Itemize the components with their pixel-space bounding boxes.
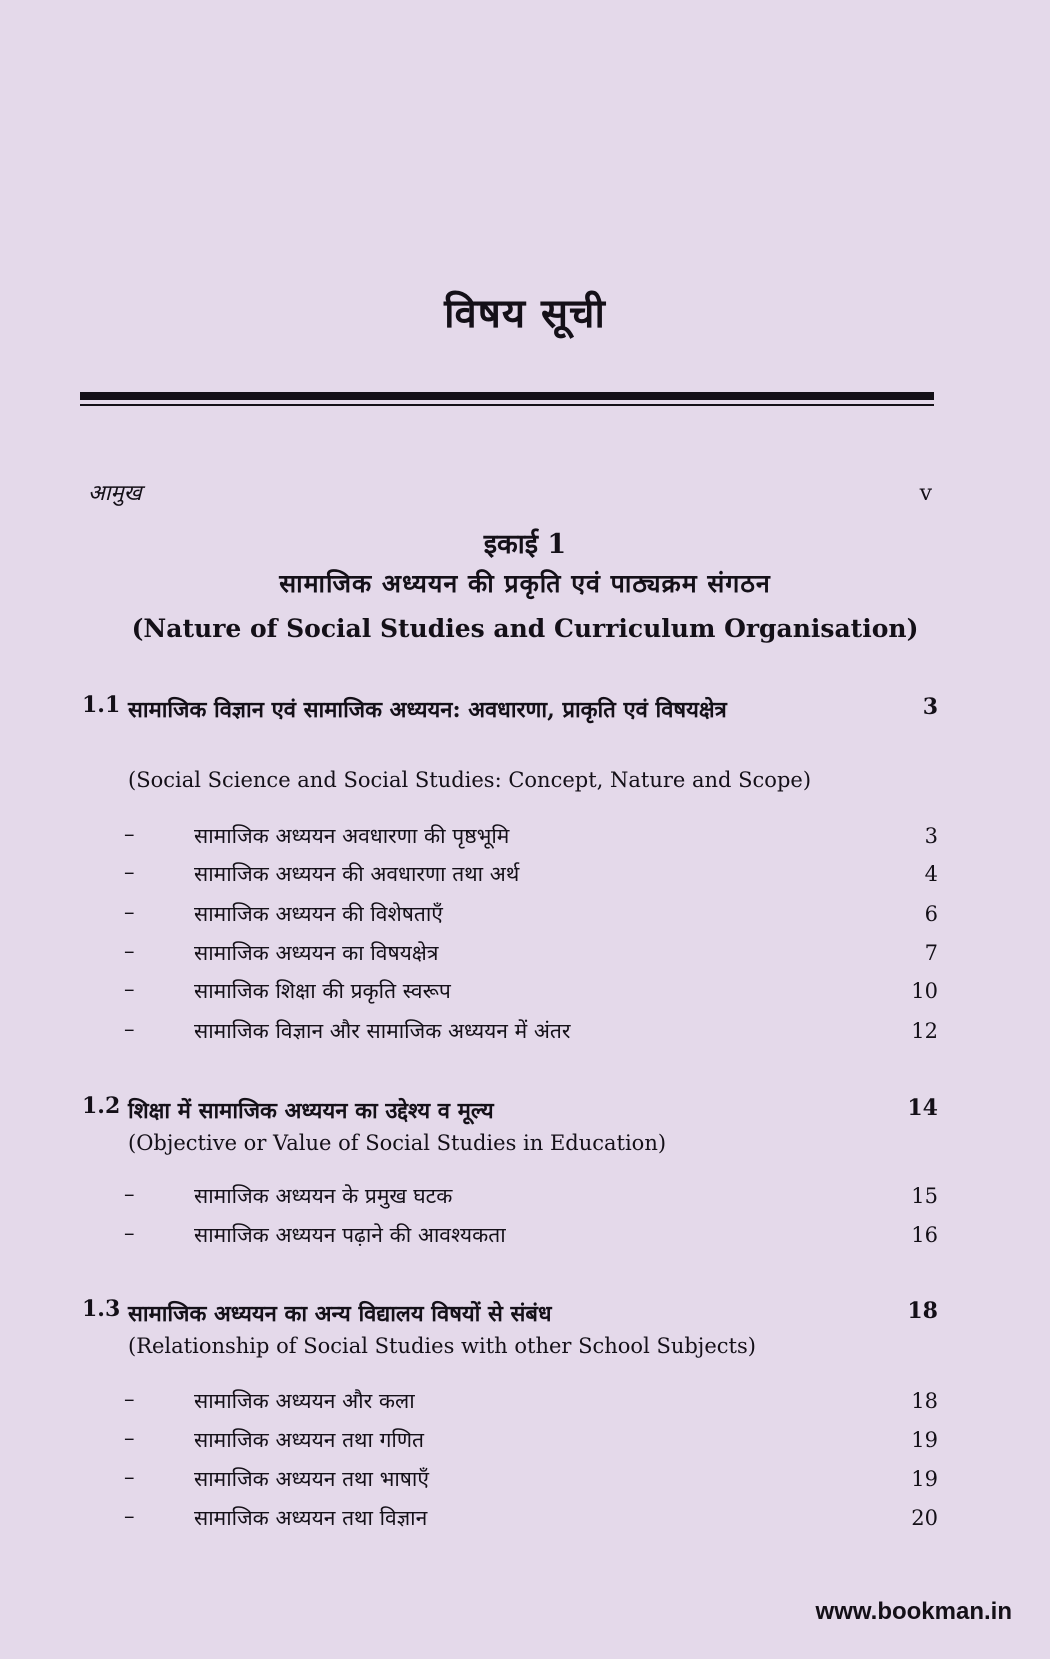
toc-item-page: 19 bbox=[911, 1467, 938, 1491]
dash-marker: – bbox=[124, 1387, 135, 1411]
toc-item-page: 20 bbox=[911, 1506, 938, 1530]
section-title: सामाजिक अध्ययन का अन्य विद्यालय विषयों से संबंध bbox=[128, 1301, 552, 1327]
toc-item-text: सामाजिक अध्ययन अवधारणा की पृष्ठभूमि bbox=[194, 824, 510, 848]
dash-marker: – bbox=[124, 977, 135, 1001]
section-title: सामाजिक विज्ञान एवं सामाजिक अध्ययन: अवधारणा, प्राकृति एवं विषयक्षेत्र bbox=[128, 697, 727, 723]
section-1-1 bbox=[82, 692, 938, 802]
toc-item-page: 7 bbox=[924, 941, 938, 965]
toc-item bbox=[82, 1182, 938, 1216]
section-title-english: (Social Science and Social Studies: Concept, Nature and Scope) bbox=[128, 768, 812, 792]
toc-item-page: 6 bbox=[924, 902, 938, 926]
toc-item-text: सामाजिक विज्ञान और सामाजिक अध्ययन में अंतर bbox=[194, 1019, 571, 1043]
toc-item-page: 10 bbox=[911, 979, 938, 1003]
dash-marker: – bbox=[124, 1504, 135, 1528]
section-page: 14 bbox=[907, 1095, 938, 1121]
section-number: 1.1 bbox=[82, 692, 121, 718]
toc-item-page: 16 bbox=[911, 1223, 938, 1247]
section-title-english: (Objective or Value of Social Studies in Education) bbox=[128, 1131, 667, 1155]
page-title: विषय सूची bbox=[444, 290, 606, 337]
dash-marker: – bbox=[124, 939, 135, 963]
toc-item bbox=[82, 1465, 938, 1499]
toc-item-text: सामाजिक अध्ययन तथा भाषाएँ bbox=[194, 1467, 429, 1491]
unit-title-hindi: सामाजिक अध्ययन की प्रकृति एवं पाठ्यक्रम संगठन bbox=[279, 569, 771, 598]
section-page: 3 bbox=[922, 694, 938, 720]
toc-item-text: सामाजिक अध्ययन के प्रमुख घटक bbox=[194, 1184, 453, 1208]
toc-item-page: 19 bbox=[911, 1428, 938, 1452]
toc-item-text: सामाजिक अध्ययन की विशेषताएँ bbox=[194, 902, 443, 926]
dash-marker: – bbox=[124, 822, 135, 846]
toc-item-text: सामाजिक अध्ययन पढ़ाने की आवश्यकता bbox=[194, 1223, 506, 1247]
toc-item-page: 15 bbox=[911, 1184, 938, 1208]
dash-marker: – bbox=[124, 1182, 135, 1206]
dash-marker: – bbox=[124, 1017, 135, 1041]
toc-item bbox=[82, 1387, 938, 1421]
toc-item bbox=[82, 900, 938, 934]
section-1-2 bbox=[82, 1093, 938, 1163]
toc-item bbox=[82, 1017, 938, 1051]
unit-number: इकाई 1 bbox=[483, 529, 567, 560]
toc-item-page: 3 bbox=[924, 824, 938, 848]
section-number: 1.3 bbox=[82, 1296, 121, 1322]
preface-page: v bbox=[919, 481, 932, 506]
dash-marker: – bbox=[124, 1426, 135, 1450]
unit-title-english: (Nature of Social Studies and Curriculum Organisation) bbox=[131, 614, 919, 643]
toc-item bbox=[82, 977, 938, 1011]
toc-item-text: सामाजिक अध्ययन तथा गणित bbox=[194, 1428, 425, 1452]
toc-item-text: सामाजिक अध्ययन तथा विज्ञान bbox=[194, 1506, 428, 1530]
section-number: 1.2 bbox=[82, 1093, 121, 1119]
title-rule-thick bbox=[80, 392, 934, 400]
toc-item bbox=[82, 1426, 938, 1460]
toc-item-text: सामाजिक शिक्षा की प्रकृति स्वरूप bbox=[194, 979, 451, 1003]
toc-item bbox=[82, 1221, 938, 1255]
preface-label: आमुख bbox=[88, 481, 142, 506]
toc-item bbox=[82, 1504, 938, 1538]
dash-marker: – bbox=[124, 1221, 135, 1245]
toc-item bbox=[82, 822, 938, 856]
toc-item-page: 12 bbox=[911, 1019, 938, 1043]
section-title: शिक्षा में सामाजिक अध्ययन का उद्देश्य व मूल्य bbox=[128, 1098, 494, 1124]
toc-item bbox=[82, 860, 938, 894]
toc-item-page: 18 bbox=[911, 1389, 938, 1413]
title-rule-thin bbox=[80, 404, 934, 406]
section-1-3 bbox=[82, 1296, 938, 1366]
dash-marker: – bbox=[124, 1465, 135, 1489]
dash-marker: – bbox=[124, 900, 135, 924]
section-page: 18 bbox=[907, 1298, 938, 1324]
dash-marker: – bbox=[124, 860, 135, 884]
toc-item-page: 4 bbox=[924, 862, 938, 886]
toc-item-text: सामाजिक अध्ययन की अवधारणा तथा अर्थ bbox=[194, 862, 520, 886]
toc-item bbox=[82, 939, 938, 973]
website-url[interactable]: www.bookman.in bbox=[815, 1598, 1012, 1625]
toc-item-text: सामाजिक अध्ययन का विषयक्षेत्र bbox=[194, 941, 439, 965]
toc-item-text: सामाजिक अध्ययन और कला bbox=[194, 1389, 415, 1413]
section-title-english: (Relationship of Social Studies with other School Subjects) bbox=[128, 1334, 756, 1358]
